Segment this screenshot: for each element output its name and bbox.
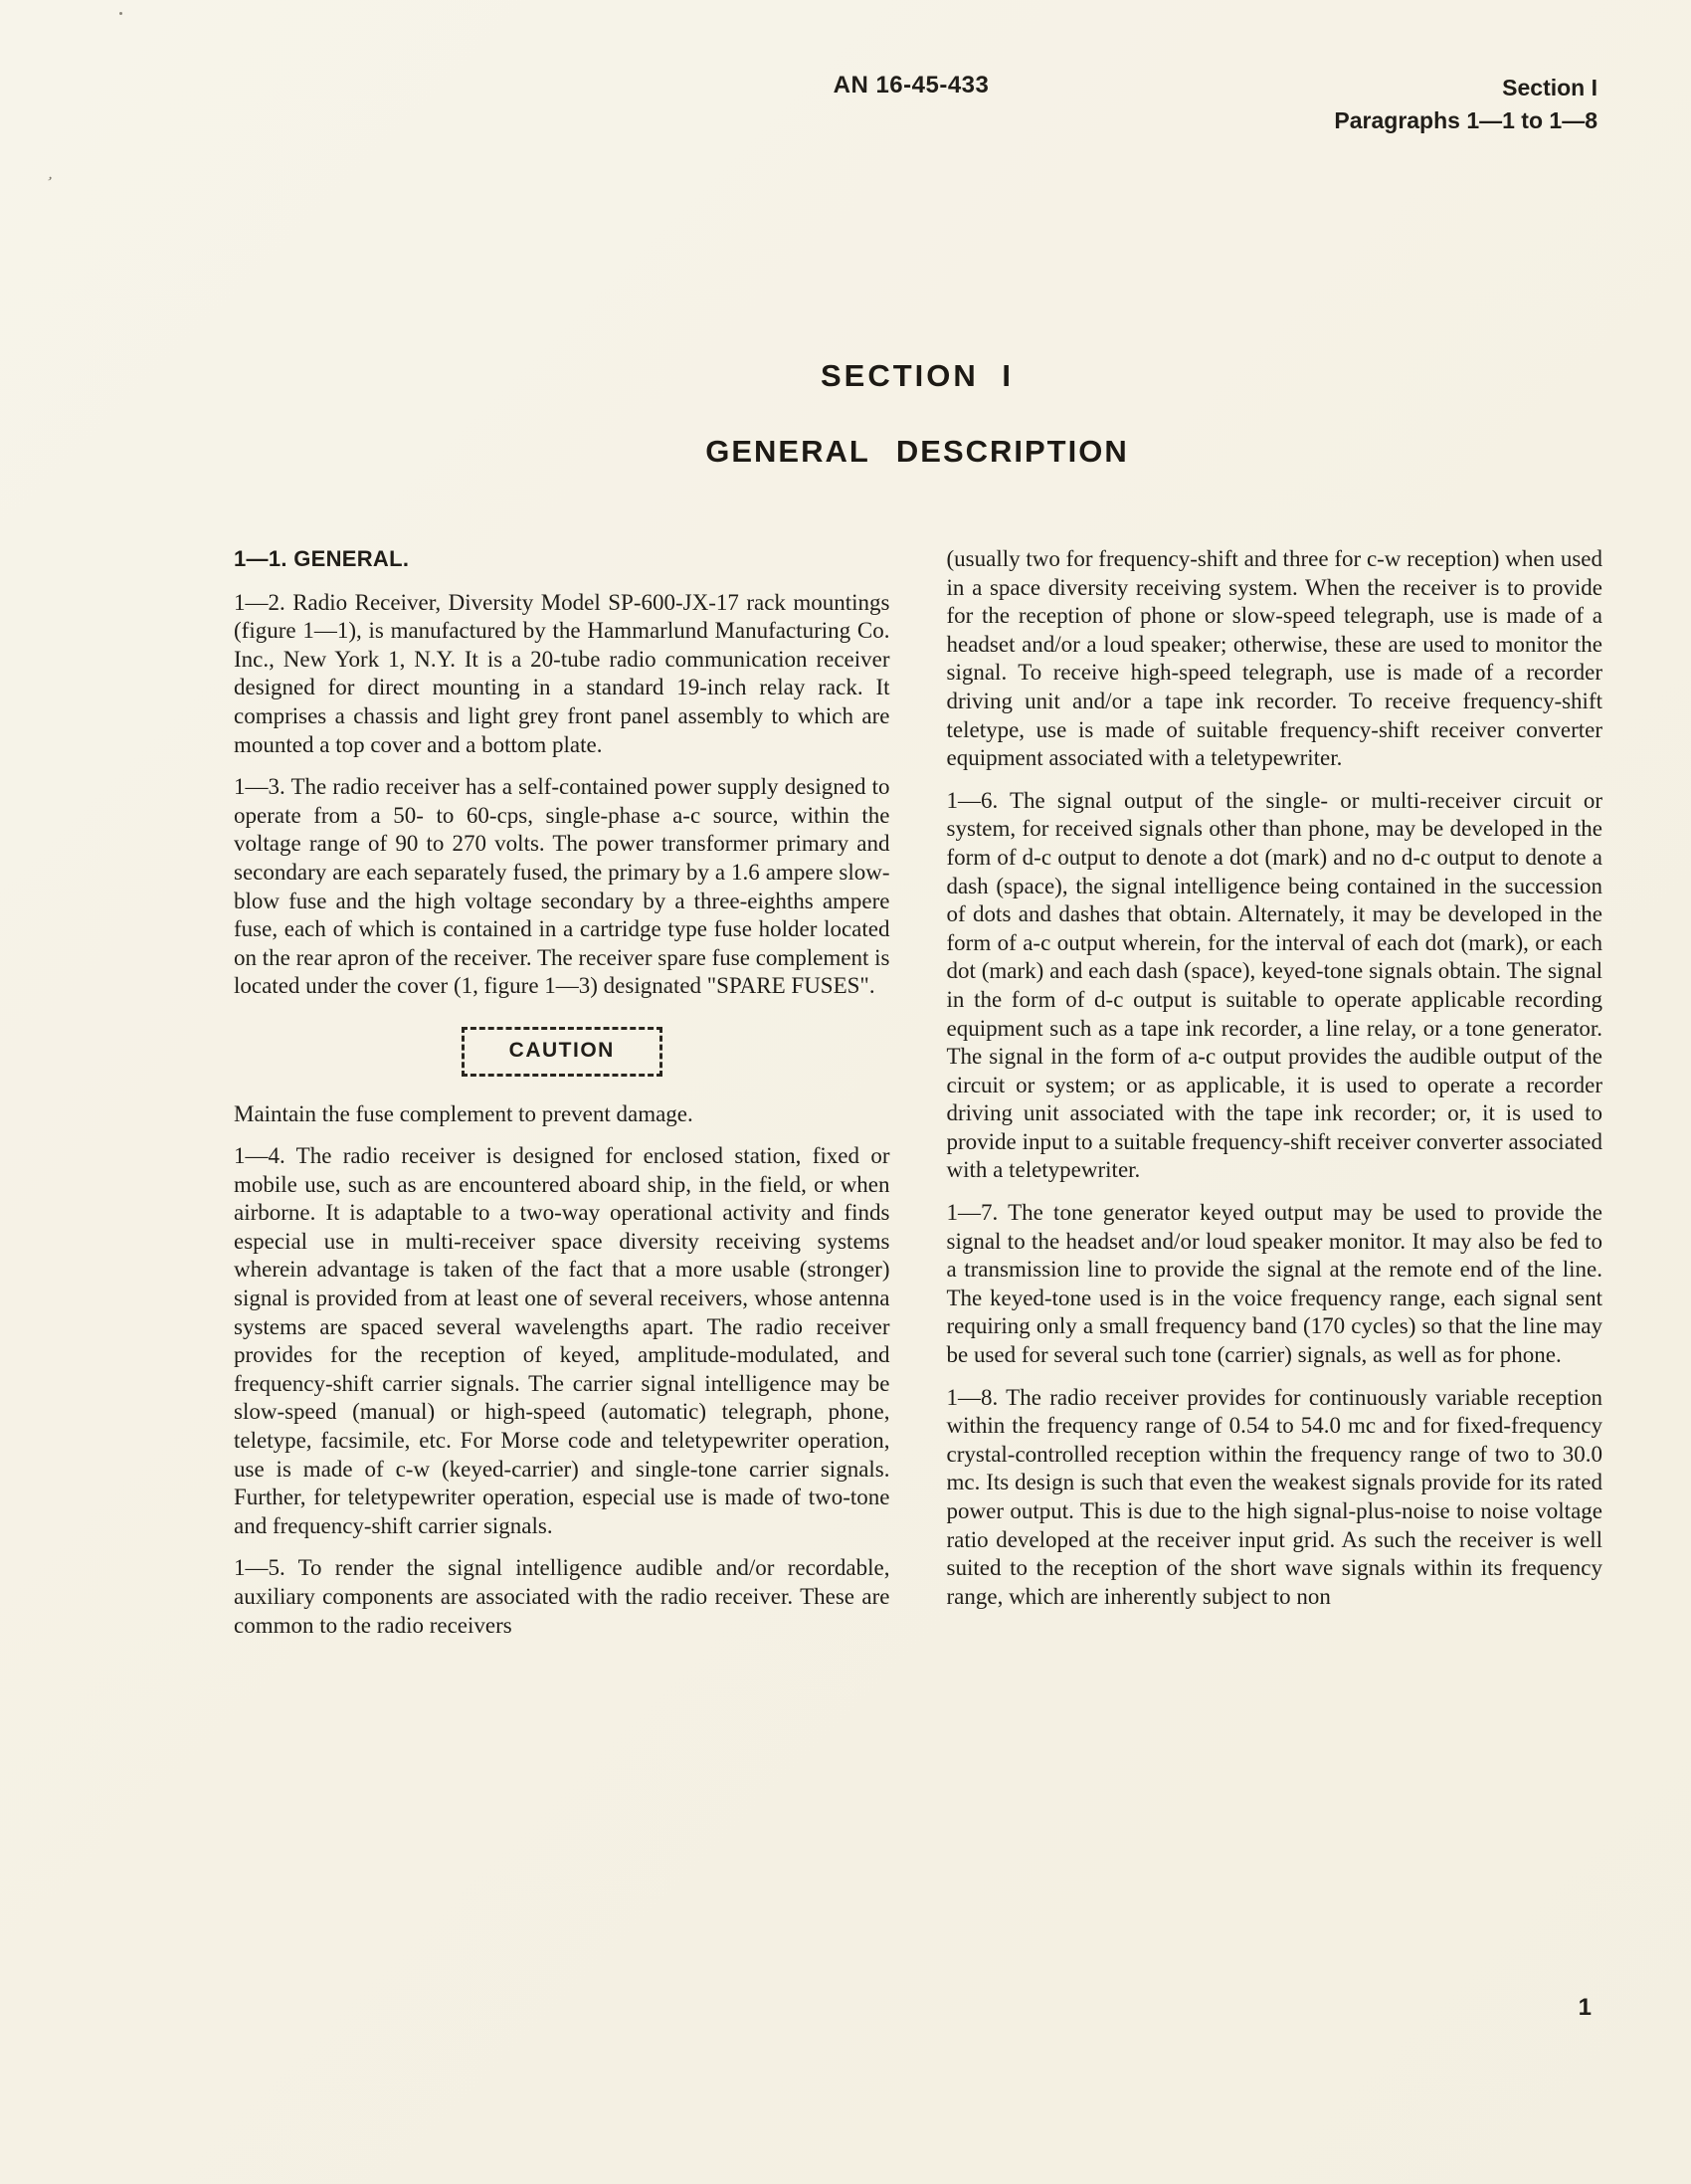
paragraph-1-2: 1—2. Radio Receiver, Diversity Model SP-600-JX-17 rack mountings (figure 1—1), is manufactured by the Hammarlund Manufacturing Co. Inc., New York 1, N.Y. It is a 20-tube radio communication receiver designed for direct mounting in a standard 19-inch relay rack. It comprises a chassis and light grey front panel assembly to which are mounted a top cover and a bottom plate. <box>234 589 890 757</box>
scan-speck: ’ <box>43 173 55 192</box>
paragraph-1-6: 1—6. The signal output of the single- or multi-receiver circuit or system, for received signals other than phone, may be developed in the form of d-c output to denote a dot (mark) and no d-c output to denote a dash (space), the signal intelligence being contained in the succession of dots and dashes that obtain. Alternately, it may be developed in the form of a-c output wherein, for the interval of each dot (mark), or each dot (mark) and each dash (space), keyed-tone signals obtain. The signal in the form of d-c output is suitable to operate applicable recording equipment such as a tape ink recorder, a line relay, or a tone generator. The signal in the form of a-c output provides the audible output of the circuit or system; or as applicable, it is used to operate a recorder driving unit associated with the tape ink recorder; or, it is used to provide input to a suitable frequency-shift receiver converter associated with a teletypewriter. <box>946 787 1602 1183</box>
left-column <box>234 545 890 1654</box>
header-paragraph-range: Paragraphs 1—1 to 1—8 <box>1334 107 1597 133</box>
right-column <box>947 545 1603 1654</box>
header-section-label: Section I <box>1502 75 1597 100</box>
body-columns <box>234 545 1602 1654</box>
page-number: 1 <box>1578 1994 1592 2021</box>
paragraph-1-5: 1—5. To render the signal intelligence audible and/or recordable, auxiliary components are associated with the radio receiver. These are common to the radio receivers <box>234 1555 890 1638</box>
paragraph-1-3: 1—3. The radio receiver has a self-contained power supply designed to operate from a 50- to 60-cps, single-phase a-c source, within the voltage range of 90 to 270 volts. The power transformer primary and secondary are each separately fused, the primary by a 1.6 ampere slow-blow fuse and the high voltage secondary by a three-eighths ampere fuse, each of which is contained in a cartridge type fuse holder located on the rear apron of the receiver. The receiver spare fuse complement is located under the cover (1, figure 1—3) designated "SPARE FUSES". <box>234 774 890 999</box>
section-title: SECTION I <box>820 358 1015 393</box>
paragraph-1-7: 1—7. The tone generator keyed output may be used to provide the signal to the headset and/or loud speaker monitor. It may also be fed to a transmission line to provide the signal at the remote end of the line. The keyed-tone used is in the voice frequency range, each signal sent requiring only a small frequency band (170 cycles) so that the line may be used for several such tone (carrier) signals, as well as for phone. <box>946 1200 1602 1368</box>
document-number: AN 16-45-433 <box>833 72 990 99</box>
scan-speck <box>119 12 122 15</box>
caution-box <box>462 1027 662 1077</box>
caution-text: Maintain the fuse complement to prevent damage. <box>234 1100 693 1126</box>
paragraph-1-4: 1—4. The radio receiver is designed for enclosed station, fixed or mobile use, such as are encountered aboard ship, in the field, or when airborne. It is adaptable to a two-way operational activity and finds especial use in multi-receiver space diversity receiving systems wherein advantage is taken of the fact that a more usable (stronger) signal is provided from at least one of several receivers, whose antenna systems are spaced several wavelengths apart. The radio receiver provides for the reception of keyed, amplitude-modulated, and frequency-shift carrier signals. The carrier signal intelligence may be slow-speed (manual) or high-speed (automatic) telegraph, phone, teletype, facsimile, etc. For Morse code and teletypewriter operation, use is made of c-w (keyed-carrier) and single-tone carrier signals. Further, for teletypewriter operation, especial use is made of two-tone and frequency-shift carrier signals. <box>234 1143 890 1538</box>
paragraph-1-5-continued: (usually two for frequency-shift and three for c-w reception) when used in a space diversity receiving system. When the receiver is to provide for the reception of phone or slow-speed telegraph, use is made of a headset and/or a loud speaker; otherwise, these are used to monitor the signal. To receive high-speed telegraph, use is made of a recorder driving unit and/or a tape ink recorder. To receive frequency-shift teletype, use is made of suitable frequency-shift receiver converter equipment associated with a teletypewriter. <box>946 546 1602 771</box>
heading-1-1: 1—1. GENERAL. <box>234 546 410 571</box>
paragraph-1-8: 1—8. The radio receiver provides for continuously variable reception within the frequency range of 0.54 to 54.0 mc and for fixed-frequency crystal-controlled reception within the frequency range of two to 30.0 mc. Its design is such that even the weakest signals provide for its rated power output. This is due to the high signal-plus-noise to noise voltage ratio developed at the receiver input grid. As such the receiver is well suited to the reception of the short wave signals within its frequency range, which are inherently subject to non <box>946 1384 1602 1609</box>
header-right-block <box>1334 72 1597 137</box>
section-subtitle: GENERAL DESCRIPTION <box>705 434 1129 469</box>
caution-label: CAUTION <box>508 1038 615 1062</box>
